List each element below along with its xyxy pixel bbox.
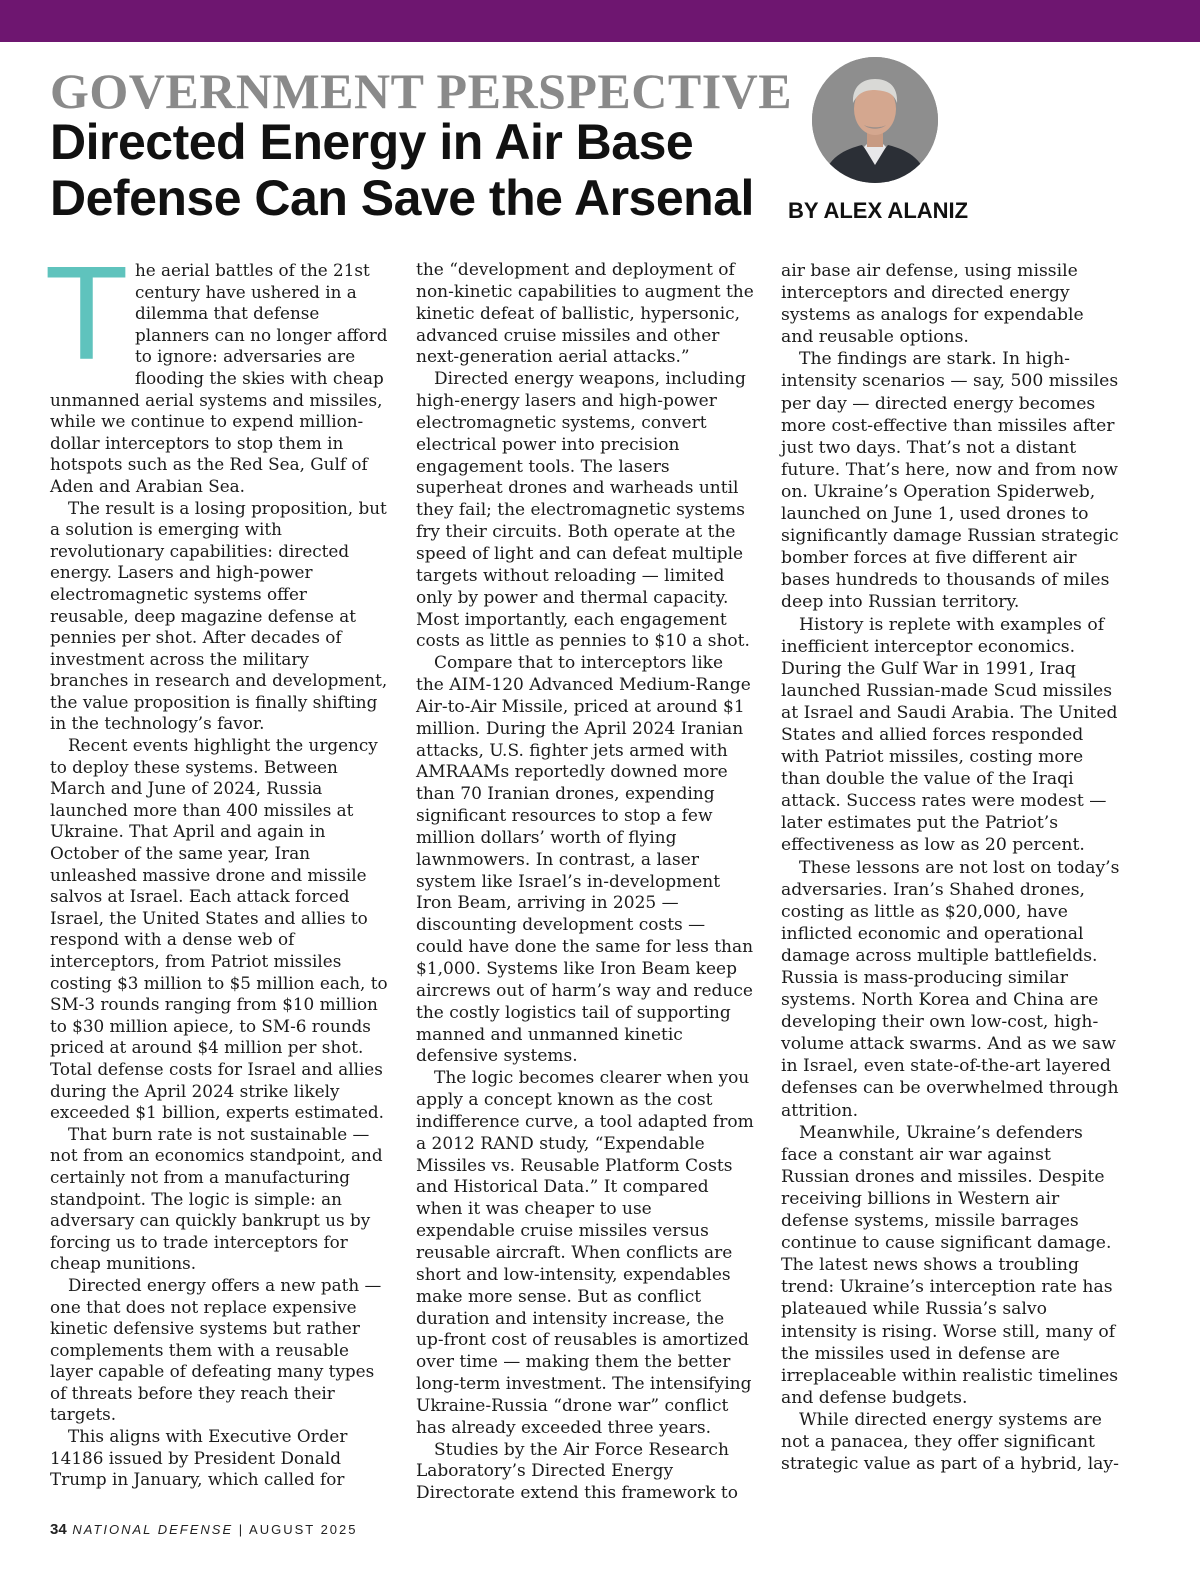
paragraph: Recent events highlight the urgency to deploy these systems. Between March and June of 2024, Russia launched more than 400 missiles at Ukraine. That April and again in October of the same year, Iran unleashed massive drone and missile salvos at Israel. Each attack forced Israel, the United States and allies to respond with a dense web of interceptors, from Patriot missiles costing $3 million to $5 million each, to SM-3 rounds ranging from $10 million to $30 million apiece, to SM-6 rounds priced at around $4 million per shot. Total defense costs for Israel and allies during the April 2024 strike likely exceeded $1 billion, experts estimated. xyxy=(50,735,388,1123)
publication-name: NATIONAL DEFENSE xyxy=(72,1522,234,1537)
article-headline: Directed Energy in Air Base Defense Can Save the Arsenal xyxy=(50,114,754,226)
drop-cap: T xyxy=(48,242,125,389)
page-number: 34 xyxy=(50,1521,67,1538)
page-footer xyxy=(50,1521,358,1538)
article-column-2 xyxy=(416,260,756,1505)
paragraph: Compare that to interceptors like the AIM-120 Advanced Medium-Range Air-to-Air Missile, priced at around $1 million. During the April 2024 Iranian attacks, U.S. fighter jets armed with AMRAAMs reportedly downed more than 70 Iranian drones, expending significant resources to stop a few million dollars’ worth of flying lawnmowers. In contrast, a laser system like Israel’s in-development Iron Beam, arriving in 2025 — discounting development costs — could have done the same for less than $1,000. Systems like Iron Beam keep aircrews out of harm’s way and reduce the costly logistics tail of supporting manned and unmanned kinetic defensive systems. xyxy=(416,653,754,1067)
paragraph: air base air defense, using missile interceptors and directed energy systems as analogs for expendable and reusable options. xyxy=(781,261,1084,348)
paragraph: History is replete with examples of inefficient interceptor economics. During the Gulf War in 1991, Iraq launched Russian-made Scud missiles at Israel and Saudi Arabia. The United States and allied forces responded with Patriot missiles, costing more than double the value of the Iraqi attack. Success rates were modest — later estimates put the Patriot’s effectiveness as low as 20 percent. xyxy=(781,614,1118,856)
footer-separator: | xyxy=(233,1522,250,1537)
paragraph: These lessons are not lost on today’s adversaries. Iran’s Shahed drones, costing as little as $20,000, have inflicted economic and operational damage across multiple battlefields. Russia is mass-producing similar systems. North Korea and China are developing their own low-cost, high-volume attack swarms. And as we saw in Israel, even state-of-the-art layered defenses can be overwhelmed through attrition. xyxy=(781,857,1120,1121)
top-color-bar xyxy=(0,0,1200,42)
author-photo xyxy=(812,57,938,183)
paragraph: This aligns with Executive Order 14186 issued by President Donald Trump in January, which called for xyxy=(50,1426,348,1490)
article-column-1 xyxy=(48,242,390,1491)
issue-date: AUGUST 2025 xyxy=(249,1522,358,1537)
byline: BY ALEX ALANIZ xyxy=(788,198,969,223)
paragraph: The logic becomes clearer when you apply a concept known as the cost indifference curve, a tool adapted from a 2012 RAND study, “Expendable Missiles vs. Reusable Platform Costs and Historical Data.” It compared when it was cheaper to use expendable cruise missiles versus reusable aircraft. When conflicts are short and low-intensity, expendables make more sense. But as conflict duration and intensity increase, the up-front cost of reusables is amortized over time — making them the better long-term investment. The intensifying Ukraine-Russia “drone war” conflict has already exceeded three years. xyxy=(416,1068,754,1438)
paragraph: Meanwhile, Ukraine’s defenders face a constant air war against Russian drones and missiles. Despite receiving billions in Western air defense systems, missile barrages continue to cause significant damage. The latest news shows a troubling trend: Ukraine’s interception rate has plateaued while Russia’s salvo intensity is rising. Worse still, many of the missiles used in defense are irreplaceable within realistic timelines and defense budgets. xyxy=(781,1122,1119,1408)
author-portrait-icon xyxy=(812,57,938,183)
paragraph: The findings are stark. In high-intensity scenarios — say, 500 missiles per day — directed energy becomes more cost-effective than missiles after just two days. That’s not a distant future. That’s here, now and from now on. Ukraine’s Operation Spiderweb, launched on June 1, used drones to significantly damage Russian strategic bomber forces at five different air bases hundreds to thousands of miles deep into Russian territory. xyxy=(781,349,1119,613)
paragraph: Directed energy weapons, including high-energy lasers and high-power electromagnetic systems, convert electrical power into precision engagement tools. The lasers superheat drones and warheads until they fail; the electromagnetic systems fry their circuits. Both operate at the speed of light and can defeat multiple targets without reloading — limited only by power and thermal capacity. Most importantly, each engagement costs as little as pennies to $10 a shot. xyxy=(416,369,750,652)
paragraph: The result is a losing proposition, but a solution is emerging with revolutionary capabilities: directed energy. Lasers and high-power electromagnetic systems offer reusable, deep magazine defense at pennies per shot. After decades of investment across the military branches in research and development, the value proposition is finally shifting in the technology’s favor. xyxy=(50,497,388,734)
paragraph: Studies by the Air Force Research Laboratory’s Directed Energy Directorate extend this framework to xyxy=(416,1439,738,1504)
paragraph: he aerial battles of the 21st century have ushered in a dilemma that defense planners can no longer afford to ignore: adversaries are flooding the skies with cheap unmanned aerial systems and missiles, while we continue to expend million-dollar interceptors to stop them in hotspots such as the Red Sea, Gulf of Aden and Arabian Sea. xyxy=(50,260,388,496)
paragraph: That burn rate is not sustainable — not from an economics standpoint, and certainly not from a manufacturing standpoint. The logic is simple: an adversary can quickly bankrupt us by forcing us to trade interceptors for cheap munitions. xyxy=(50,1123,383,1274)
paragraph: the “development and deployment of non-kinetic capabilities to augment the kinetic defeat of ballistic, hypersonic, advanced cruise missiles and other next-generation aerial attacks.” xyxy=(416,260,754,368)
section-kicker: GOVERNMENT PERSPECTIVE xyxy=(50,63,793,119)
paragraph: While directed energy systems are not a panacea, they offer significant strategic value as part of a hybrid, lay- xyxy=(781,1409,1119,1475)
article-column-3 xyxy=(781,260,1121,1475)
paragraph: Directed energy offers a new path — one that does not replace expensive kinetic defensive systems but rather complements them with a reusable layer capable of defeating many types of threats before they reach their targets. xyxy=(50,1274,382,1425)
